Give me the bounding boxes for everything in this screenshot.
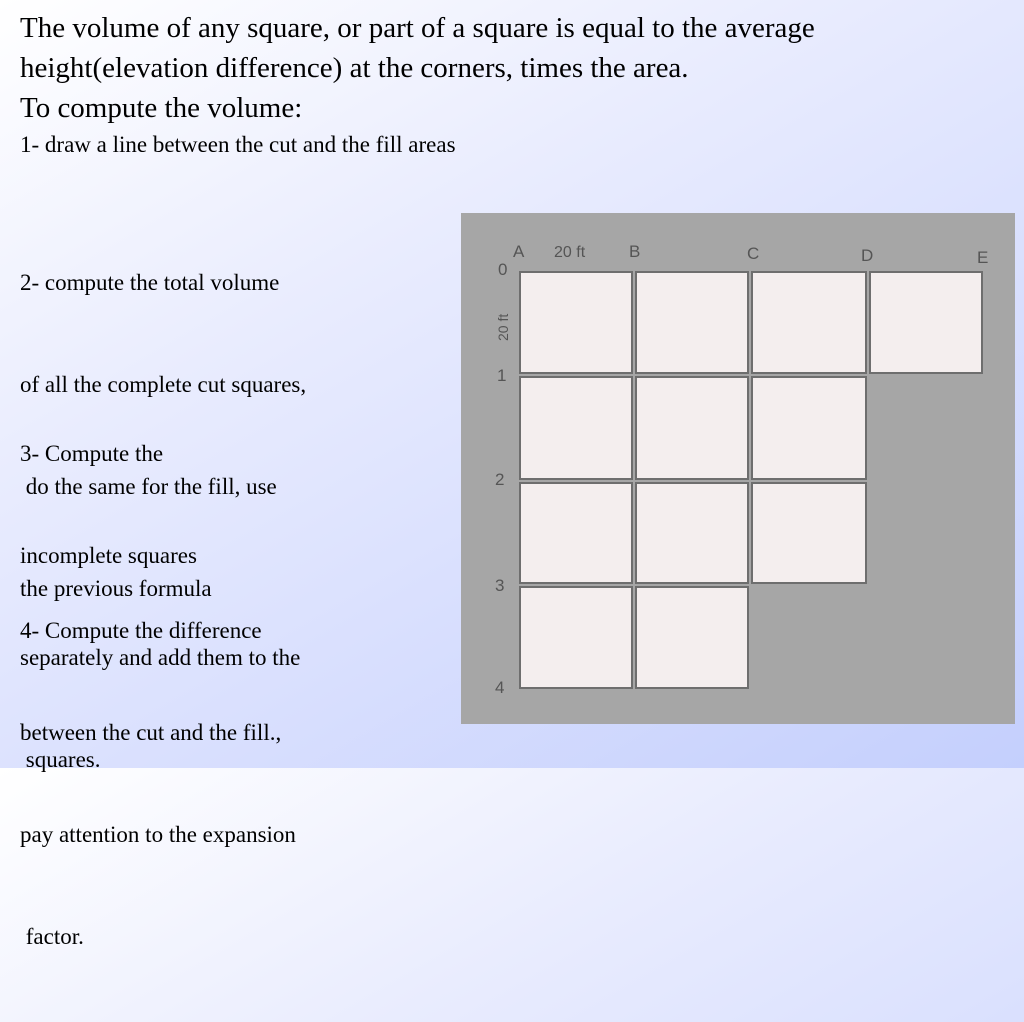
row-label-3: 3 [495,576,505,595]
grid-square [752,377,866,479]
grid-square [752,483,866,583]
grid-square [636,587,748,688]
step-4-line: pay attention to the expansion [20,822,296,847]
grid-square [636,272,748,373]
intro-line-2: height(elevation difference) at the corners, times the area. [20,52,689,84]
grid-square [520,377,632,479]
grid-square [636,483,748,583]
grid-square [520,587,632,688]
row-label-1: 1 [497,366,507,385]
column-label-spacing: 20 ft [554,244,586,261]
step-2-line: the previous formula [20,576,212,601]
step-2-line: do the same for the fill, use [20,474,277,499]
column-label-c: C [747,244,760,263]
row-label-spacing: 20 ft [495,313,511,341]
row-label-0: 0 [498,260,508,279]
column-label-b: B [629,242,641,261]
step-3-line: separately and add them to the [20,645,301,670]
step-4-text [20,546,296,1022]
step-3-line: 3- Compute the [20,441,164,466]
step-3-line: incomplete squares [20,543,197,568]
column-label-a: A [513,242,525,261]
step-4-line: 4- Compute the difference [20,618,262,643]
step-1-text: 1- draw a line between the cut and the fill areas [20,132,456,157]
step-4-line: factor. [20,924,84,949]
step-4-line: between the cut and the fill., [20,720,282,745]
column-label-d: D [861,246,874,265]
row-label-4: 4 [495,678,505,697]
column-label-e: E [977,248,989,267]
grid-square [870,272,982,373]
grid-cells [520,272,982,688]
step-2-line: 2- compute the total volume [20,270,280,295]
grid-square [752,272,866,373]
step-3-line: squares. [20,747,101,772]
step-2-line: of all the complete cut squares, [20,372,307,397]
row-label-2: 2 [495,470,505,489]
grid-figure [461,213,1015,724]
intro-line-1: The volume of any square, or part of a square is equal to the average [20,12,815,44]
grid-square [520,272,632,373]
grid-square [636,377,748,479]
grid-figure-svg [461,213,1015,724]
intro-text [20,8,1010,128]
intro-line-3: To compute the volume: [20,92,303,124]
grid-square [520,483,632,583]
